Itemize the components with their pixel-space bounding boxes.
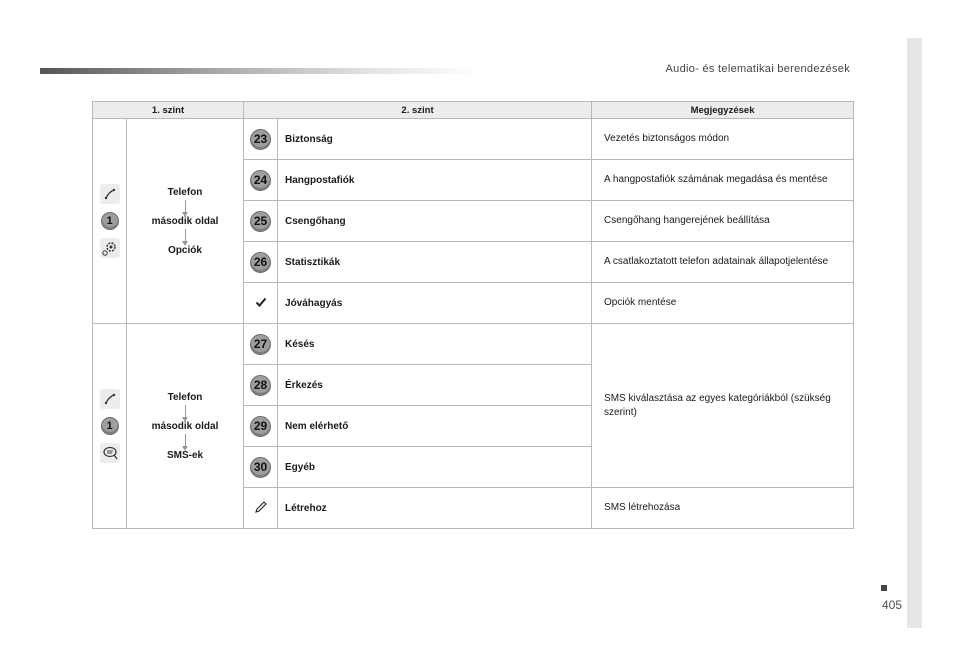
section-title: Audio- és telematikai berendezések [665,63,850,75]
phone-handset-icon [100,184,120,204]
message-bubble-icon [100,443,120,463]
option-badge: 27 [250,334,271,355]
option-label: Biztonság [278,119,592,160]
arrow-down-icon [185,405,186,419]
option-label: Nem elérhető [278,406,592,447]
option-label: Késés [278,324,592,365]
option-note: A csatlakoztatott telefon adatainak állapotjelentése [592,242,854,283]
option-note-shared: SMS kiválasztása az egyes kategóriákból (szükség szerint) [592,324,854,488]
phone-handset-icon [100,389,120,409]
option-badge: 23 [250,129,271,150]
header-level1: 1. szint [93,102,244,119]
option-label: Jóváhagyás [278,283,592,324]
level1-icons-sms [93,324,127,529]
level2-menu-path [127,119,244,324]
check-icon [255,300,267,311]
level1-badge: 1 [101,212,119,230]
option-badge: 24 [250,170,271,191]
option-label: Létrehoz [278,488,592,529]
option-badge: 29 [250,416,271,437]
option-note: Opciók mentése [592,283,854,324]
option-label: Csengőhang [278,201,592,242]
option-label: Érkezés [278,365,592,406]
option-note: Vezetés biztonságos módon [592,119,854,160]
menu-table [92,101,854,529]
page-marker [881,585,887,591]
page-sidebar-strip [907,38,922,628]
option-badge: 30 [250,457,271,478]
menu-step-page2: második oldal [151,420,219,432]
header-gradient-bar [40,68,480,74]
settings-gear-icon [100,238,120,258]
menu-step-sms: SMS-ek [166,449,204,461]
option-badge: 25 [250,211,271,232]
table-row [93,119,854,160]
option-label: Statisztikák [278,242,592,283]
level1-icons-telefon [93,119,127,324]
menu-step-telefon: Telefon [167,391,203,403]
option-badge: 26 [250,252,271,273]
header-notes: Megjegyzések [592,102,854,119]
menu-step-telefon: Telefon [167,186,203,198]
level2-menu-path [127,324,244,529]
option-note: Csengőhang hangerejének beállítása [592,201,854,242]
table-header-row [93,102,854,119]
option-label: Hangpostafiók [278,160,592,201]
pencil-icon [254,506,268,517]
arrow-down-icon [185,229,186,243]
menu-step-options: Opciók [168,244,202,256]
arrow-down-icon [185,200,186,214]
option-label: Egyéb [278,447,592,488]
option-note: A hangpostafiók számának megadása és mentése [592,160,854,201]
menu-step-page2: második oldal [151,215,219,227]
option-badge: 28 [250,375,271,396]
level1-badge: 1 [101,417,119,435]
arrow-down-icon [185,434,186,448]
page-number: 405 [881,598,903,612]
table-row [93,324,854,365]
header-level2: 2. szint [244,102,592,119]
option-note: SMS létrehozása [592,488,854,529]
